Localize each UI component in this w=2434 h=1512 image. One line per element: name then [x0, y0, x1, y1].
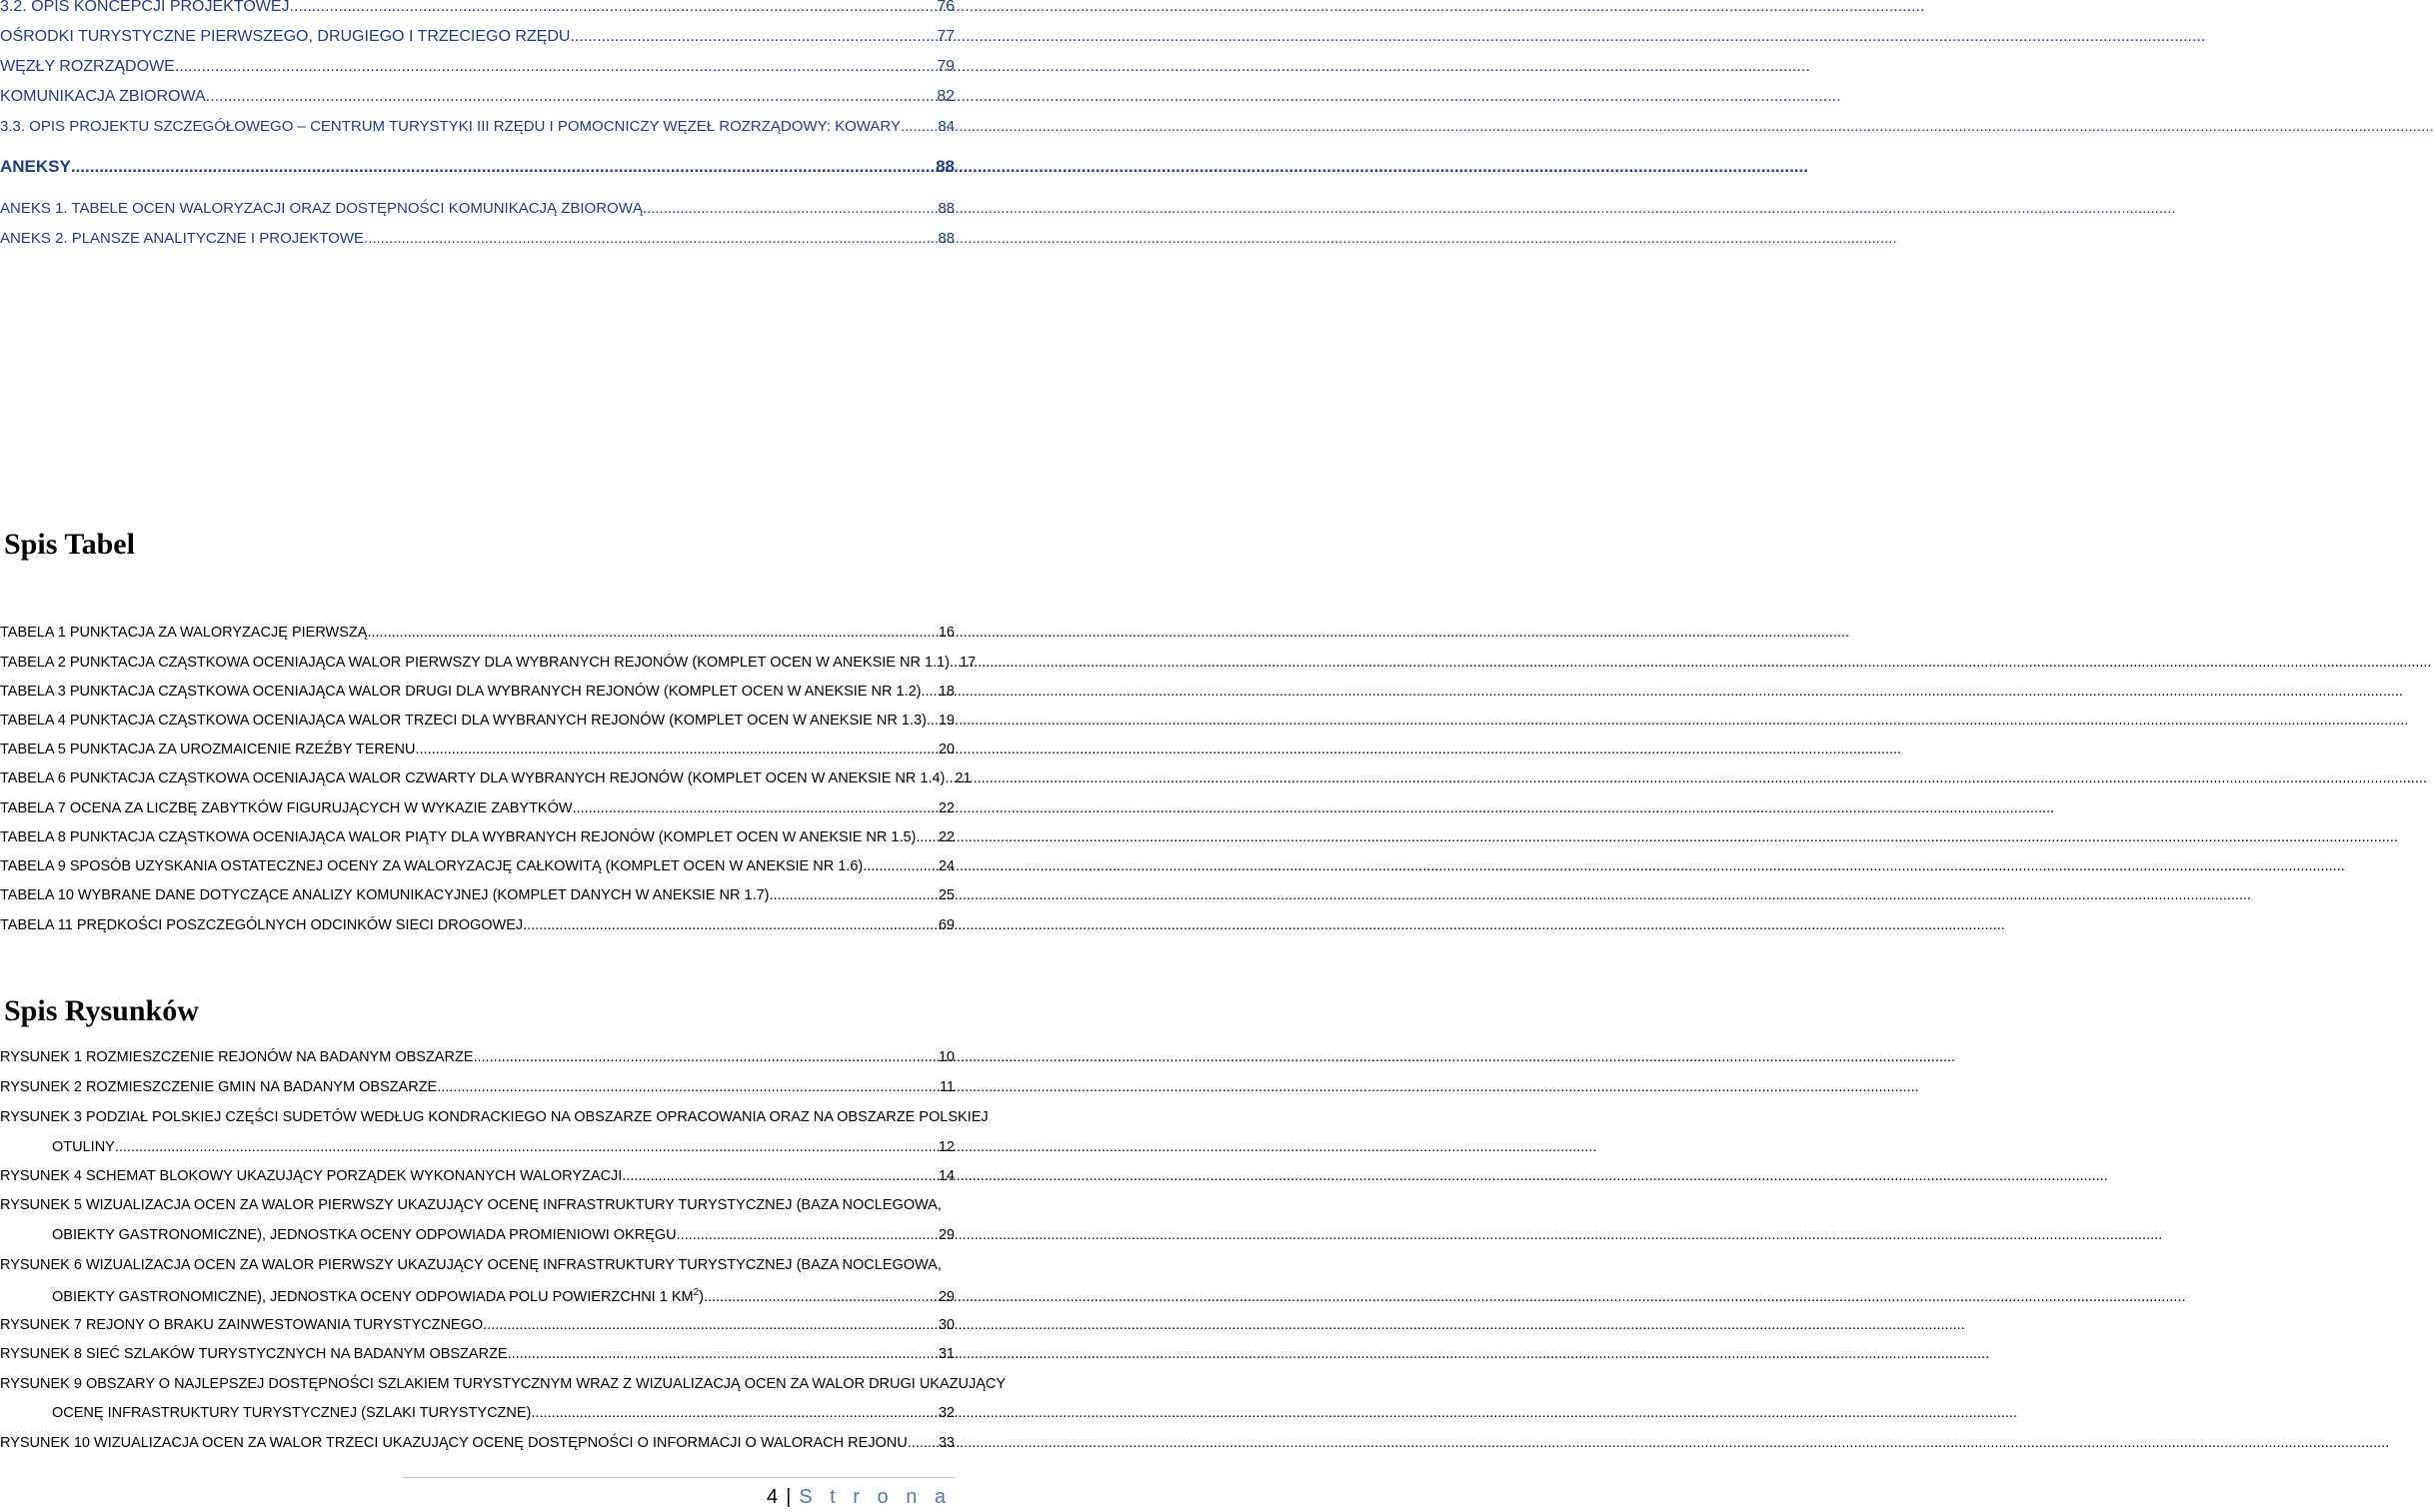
table-entry-label: TABELA 6 PUNKTACJA CZĄSTKOWA OCENIAJĄCA WALOR CZWARTY DLA WYBRANYCH REJONÓW (KOMPLET OCEN W ANEKSIE NR 1.4): [0, 770, 946, 786]
table-entry-page: 24: [938, 858, 955, 874]
figure-entry-page: 11: [939, 1079, 955, 1095]
table-entry[interactable]: [0, 625, 955, 642]
table-entry-page: 69: [938, 917, 955, 933]
toc-entry-page: 88: [936, 157, 955, 176]
table-entry-label: TABELA 4 PUNKTACJA CZĄSTKOWA OCENIAJĄCA WALOR TRZECI DLA WYBRANYCH REJONÓW (KOMPLET OCEN W ANEKSIE NR 1.3): [0, 713, 927, 729]
figure-entry-page: 31: [938, 1346, 955, 1362]
toc-entry-page: 84: [938, 118, 955, 135]
toc-entry[interactable]: [0, 88, 955, 106]
page-number: 4: [766, 1486, 779, 1508]
table-entry-label: TABELA 10 WYBRANE DANE DOTYCZĄCE ANALIZY KOMUNIKACYJNEJ (KOMPLET DANYCH W ANEKSIE NR 1.7): [0, 887, 770, 903]
toc-entry-label: 3.2. OPIS KONCEPCJI PROJEKTOWEJ: [0, 0, 290, 15]
figure-entry-page: 33: [938, 1435, 955, 1451]
table-entry-label: TABELA 8 PUNKTACJA CZĄSTKOWA OCENIAJĄCA WALOR PIĄTY DLA WYBRANYCH REJONÓW (KOMPLET OCEN W ANEKSIE NR 1.5): [0, 829, 917, 845]
table-entry[interactable]: [0, 800, 955, 817]
figure-entry-page: 14: [938, 1168, 955, 1184]
figure-entry[interactable]: [0, 1049, 955, 1066]
table-entry-label: TABELA 9 SPOSÓB UZYSKANIA OSTATECZNEJ OCENY ZA WALORYZACJĘ CAŁKOWITĄ (KOMPLET OCEN W ANEKSIE NR 1.6): [0, 858, 864, 874]
figure-entry-first-line[interactable]: RYSUNEK 6 WIZUALIZACJA OCEN ZA WALOR PIERWSZY UKAZUJĄCY OCENĘ INFRASTRUKTURY TURYSTYCZNEJ (BAZA NOCLEGOWA,: [0, 1257, 942, 1273]
table-entry-page: 19: [938, 713, 955, 729]
toc-entry[interactable]: [0, 0, 955, 16]
table-entry[interactable]: [0, 713, 955, 730]
figure-entry-first-line[interactable]: RYSUNEK 5 WIZUALIZACJA OCEN ZA WALOR PIERWSZY UKAZUJĄCY OCENĘ INFRASTRUKTURY TURYSTYCZNEJ (BAZA NOCLEGOWA,: [0, 1197, 942, 1213]
table-entry[interactable]: [0, 770, 972, 787]
figure-entry[interactable]: [52, 1227, 955, 1244]
figure-entry-label: RYSUNEK 2 ROZMIESZCZENIE GMIN NA BADANYM OBSZARZE: [0, 1079, 438, 1095]
toc-entry-page: 82: [937, 88, 955, 105]
toc-entry-page: 77: [937, 28, 955, 45]
toc-entry-label: ANEKS 1. TABELE OCEN WALORYZACJI ORAZ DOSTĘPNOŚCI KOMUNIKACJĄ ZBIOROWĄ: [0, 200, 643, 217]
toc-entry-label: 3.3. OPIS PROJEKTU SZCZEGÓŁOWEGO – CENTRUM TURYSTYKI III RZĘDU I POMOCNICZY WĘZEŁ ROZRZĄDOWY: KOWARY: [0, 118, 901, 135]
figure-entry-label: OBIEKTY GASTRONOMICZNE), JEDNOSTKA OCENY ODPOWIADA PROMIENIOWI OKRĘGU.: [52, 1227, 681, 1243]
table-entry-page: 22: [938, 800, 955, 816]
figure-entry[interactable]: [0, 1317, 955, 1334]
table-entry[interactable]: [0, 684, 955, 701]
table-entry[interactable]: [0, 858, 955, 875]
figure-entry-label: RYSUNEK 8 SIEĆ SZLAKÓW TURYSTYCZNYCH NA BADANYM OBSZARZE: [0, 1346, 508, 1362]
figures-heading: Spis Rysunków: [4, 994, 199, 1027]
figure-entry-label: RYSUNEK 4 SCHEMAT BLOKOWY UKAZUJĄCY PORZĄDEK WYKONANYCH WALORYZACJI.: [0, 1168, 627, 1184]
table-entry-label: TABELA 2 PUNKTACJA CZĄSTKOWA OCENIAJĄCA WALOR PIERWSZY DLA WYBRANYCH REJONÓW (KOMPLET OCEN W ANEKSIE NR 1.1): [0, 655, 950, 671]
figure-entry-label: OBIEKTY GASTRONOMICZNE), JEDNOSTKA OCENY ODPOWIADA POLU POWIERZCHNI 1 $KM^2$): [52, 1287, 704, 1305]
toc-entry[interactable]: [0, 28, 955, 46]
figure-entry[interactable]: [52, 1287, 955, 1306]
table-entry-page: 17: [959, 655, 977, 671]
table-entry[interactable]: [0, 655, 977, 672]
toc-entry[interactable]: [0, 118, 955, 135]
toc-entry[interactable]: [0, 200, 955, 217]
table-entry[interactable]: [0, 829, 955, 846]
table-entry-label: TABELA 1 PUNKTACJA ZA WALORYZACJĘ PIERWSZĄ: [0, 625, 368, 641]
figure-entry-page: 32: [938, 1405, 955, 1421]
toc-entry-page: 79: [937, 58, 955, 75]
toc-entry[interactable]: [0, 157, 955, 177]
figure-entry-page: 29: [938, 1227, 955, 1243]
figure-entry[interactable]: [52, 1139, 955, 1156]
toc-entry[interactable]: [0, 58, 955, 76]
table-entry-page: 18: [938, 684, 955, 700]
table-entry-page: 22: [938, 829, 955, 845]
figure-entry-label: RYSUNEK 7 REJONY O BRAKU ZAINWESTOWANIA TURYSTYCZNEGO: [0, 1317, 484, 1333]
superscript: 2: [693, 1287, 700, 1298]
footer-label: S t r o n a: [799, 1486, 952, 1508]
figure-entry-first-line[interactable]: RYSUNEK 3 PODZIAŁ POLSKIEJ CZĘŚCI SUDETÓW WEDŁUG KONDRACKIEGO NA OBSZARZE OPRACOWANIA ORAZ NA OBSZARZE POLSKIEJ: [0, 1109, 989, 1125]
footer-divider: [402, 1477, 955, 1478]
figure-entry[interactable]: [0, 1346, 955, 1363]
table-entry[interactable]: [0, 917, 955, 934]
table-entry-label: TABELA 3 PUNKTACJA CZĄSTKOWA OCENIAJĄCA WALOR DRUGI DLA WYBRANYCH REJONÓW (KOMPLET OCEN W ANEKSIE NR 1.2): [0, 684, 922, 700]
table-entry[interactable]: [0, 742, 955, 758]
page-footer: [767, 1486, 952, 1509]
figure-entry-label: RYSUNEK 1 ROZMIESZCZENIE REJONÓW NA BADANYM OBSZARZE: [0, 1049, 474, 1065]
toc-entry-label: WĘZŁY ROZRZĄDOWE: [0, 58, 175, 75]
figure-entry[interactable]: [0, 1168, 955, 1185]
footer-separator: |: [786, 1486, 792, 1508]
toc-entry-label: KOMUNIKACJA ZBIOROWA: [0, 88, 206, 105]
figure-entry-page: 30: [938, 1317, 955, 1333]
toc-entry-page: 88: [938, 230, 955, 247]
toc-entry[interactable]: [0, 230, 955, 247]
table-entry-label: TABELA 5 PUNKTACJA ZA UROZMAICENIE RZEŹBY TERENU.: [0, 742, 420, 757]
figure-entry-page: 10: [938, 1049, 955, 1065]
table-entry[interactable]: [0, 887, 955, 904]
table-entry-page: 20: [938, 742, 955, 757]
table-entry-page: 21: [955, 770, 972, 786]
tables-heading: Spis Tabel: [4, 528, 135, 561]
table-entry-page: 25: [938, 887, 955, 903]
table-entry-label: TABELA 7 OCENA ZA LICZBĘ ZABYTKÓW FIGURUJĄCYCH W WYKAZIE ZABYTKÓW: [0, 800, 573, 816]
table-entry-page: 16: [938, 625, 955, 641]
toc-entry-label: OŚRODKI TURYSTYCZNE PIERWSZEGO, DRUGIEGO I TRZECIEGO RZĘDU: [0, 28, 571, 45]
toc-entry-label: ANEKS 2. PLANSZE ANALITYCZNE I PROJEKTOWE: [0, 230, 364, 247]
figure-entry-label: OCENĘ INFRASTRUKTURY TURYSTYCZNEJ (SZLAKI TURYSTYCZNE).: [52, 1405, 536, 1421]
table-entry-label: TABELA 11 PRĘDKOŚCI POSZCZEGÓLNYCH ODCINKÓW SIECI DROGOWEJ: [0, 917, 524, 933]
toc-entry-page: 88: [938, 200, 955, 217]
figure-entry-label: RYSUNEK 10 WIZUALIZACJA OCEN ZA WALOR TRZECI UKAZUJĄCY OCENĘ DOSTĘPNOŚCI O INFORMACJI O WALORACH REJONU: [0, 1435, 908, 1451]
figure-entry-first-line[interactable]: RYSUNEK 9 OBSZARY O NAJLEPSZEJ DOSTĘPNOŚCI SZLAKIEM TURYSTYCZNYM WRAZ Z WIZUALIZACJĄ OCEN ZA WALOR DRUGI UKAZUJĄCY: [0, 1376, 1007, 1392]
figure-entry-page: 29: [938, 1288, 955, 1305]
toc-entry-page: 76: [937, 0, 955, 15]
figure-entry[interactable]: [0, 1435, 955, 1452]
figure-entry[interactable]: [52, 1405, 955, 1422]
figure-entry-page: 12: [938, 1139, 955, 1155]
toc-entry-label: ANEKSY: [0, 157, 71, 176]
figure-entry[interactable]: [0, 1079, 955, 1096]
figure-entry-label: OTULINY: [52, 1139, 115, 1155]
